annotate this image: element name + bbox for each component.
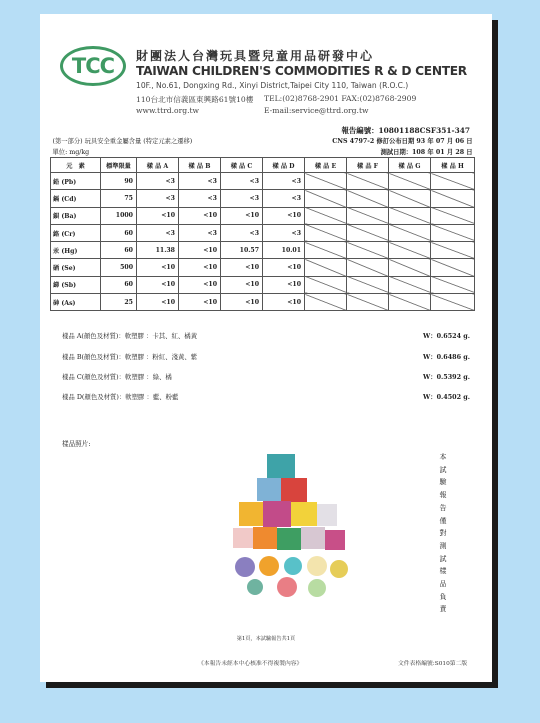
empty-cell <box>389 294 431 311</box>
table-row: 鎘 (Cd) 75 <3 <3 <3 <3 <box>51 190 475 207</box>
empty-cell <box>389 207 431 224</box>
col-header: 樣 品 E <box>305 158 347 173</box>
empty-cell <box>389 259 431 276</box>
empty-cell <box>347 173 389 190</box>
unit: 單位: mg/kg <box>52 149 90 156</box>
table-row: 鋇 (Ba) 1000 <10 <10 <10 <10 <box>51 207 475 224</box>
sample-photo <box>205 454 385 612</box>
heavy-metal-table <box>50 135 475 311</box>
org-name-zh: 財團法人台灣玩具暨兒童用品研發中心 <box>136 49 375 63</box>
empty-cell <box>305 224 347 241</box>
table-row: 鉛 (Pb) 90 <3 <3 <3 <3 <box>51 173 475 190</box>
empty-cell <box>431 190 475 207</box>
table-row: 砷 (As) 25 <10 <10 <10 <10 <box>51 294 475 311</box>
empty-cell <box>347 294 389 311</box>
col-header: 樣 品 A <box>137 158 179 173</box>
col-header: 樣 品 H <box>431 158 475 173</box>
tel-fax: TEL:(02)8768-2901 FAX:(02)8768-2909 <box>264 94 417 103</box>
vertical-disclaimer: 本試驗報告僅對測試樣品負責 <box>439 453 447 614</box>
empty-cell <box>431 276 475 293</box>
empty-cell <box>347 207 389 224</box>
standard: CNS 4797-2 修訂公布日期 93 年 07 月 06 日 <box>332 138 473 145</box>
empty-cell <box>347 242 389 259</box>
empty-cell <box>305 190 347 207</box>
col-header: 樣 品 C <box>221 158 263 173</box>
empty-cell <box>389 242 431 259</box>
col-header: 樣 品 B <box>179 158 221 173</box>
empty-cell <box>305 242 347 259</box>
col-header: 樣 品 D <box>263 158 305 173</box>
org-name-en: TAIWAN CHILDREN'S COMMODITIES R & D CENTER <box>136 64 467 78</box>
col-header: 元 素 <box>51 158 101 173</box>
empty-cell <box>389 190 431 207</box>
address-zh: 110台北市信義區東興路61號10樓 <box>136 95 254 104</box>
footer-notice: 《本報告未經本中心核准不得複製內容》 <box>198 661 303 667</box>
sample-d-weight: W：0.4502 g. <box>423 393 470 401</box>
empty-cell <box>347 190 389 207</box>
website: www.ttrd.org.tw <box>136 106 200 115</box>
sample-a-weight: W：0.6524 g. <box>423 332 470 340</box>
sample-c-desc: 樣品 C(顏色及材質)：軟塑膠 ：綠、橘 <box>62 373 172 381</box>
part-title: (第一部分) 玩具安全重金屬含量 (特定元素之遷移) <box>52 138 193 145</box>
empty-cell <box>305 294 347 311</box>
form-number: 文件表格編號:S010第二版 <box>398 661 468 667</box>
table-row: 硒 (Se) 500 <10 <10 <10 <10 <box>51 259 475 276</box>
sample-b-weight: W：0.6486 g. <box>423 353 470 361</box>
empty-cell <box>347 224 389 241</box>
col-header: 標準限量 <box>101 158 137 173</box>
empty-cell <box>431 294 475 311</box>
sample-a-desc: 樣品 A(顏色及材質)：軟塑膠 ：卡其、紅、橘黃 <box>62 332 198 340</box>
empty-cell <box>347 259 389 276</box>
page-caption: 第1頁，本試驗報告共1頁 <box>236 636 296 642</box>
empty-cell <box>389 276 431 293</box>
empty-cell <box>305 276 347 293</box>
empty-cell <box>305 259 347 276</box>
empty-cell <box>431 224 475 241</box>
report-page <box>40 14 492 682</box>
tcc-logo: TCC <box>60 46 126 86</box>
sample-b-desc: 樣品 B(顏色及材質)：軟塑膠 ：粉紅、淺黃、紫 <box>62 353 198 361</box>
address-en: 10F., No.61, Dongxing Rd., Xinyi District,Taipei City 110, Taiwan (R.O.C.) <box>136 81 409 90</box>
empty-cell <box>431 259 475 276</box>
empty-cell <box>305 207 347 224</box>
table-header <box>51 158 475 173</box>
empty-cell <box>389 224 431 241</box>
email: E-mail:service@ttrd.org.tw <box>264 106 369 115</box>
empty-cell <box>431 207 475 224</box>
empty-cell <box>389 173 431 190</box>
empty-cell <box>305 173 347 190</box>
col-header: 樣 品 G <box>389 158 431 173</box>
sample-c-weight: W：0.5392 g. <box>423 373 470 381</box>
photo-label: 樣品照片: <box>62 440 91 448</box>
empty-cell <box>431 173 475 190</box>
table-row: 銻 (Sb) 60 <10 <10 <10 <10 <box>51 276 475 293</box>
table-row: 汞 (Hg) 60 11.38 <10 10.57 10.01 <box>51 242 475 259</box>
sample-d-desc: 樣品 D(顏色及材質)：軟塑膠 ：藍、粉藍 <box>62 393 179 401</box>
table-row: 鉻 (Cr) 60 <3 <3 <3 <3 <box>51 224 475 241</box>
empty-cell <box>347 276 389 293</box>
report-number: 報告編號：10801188CSF351-347 <box>341 126 470 135</box>
test-date: 測試日期：108 年 01 月 28 日 <box>380 149 473 156</box>
empty-cell <box>431 242 475 259</box>
col-header: 樣 品 F <box>347 158 389 173</box>
